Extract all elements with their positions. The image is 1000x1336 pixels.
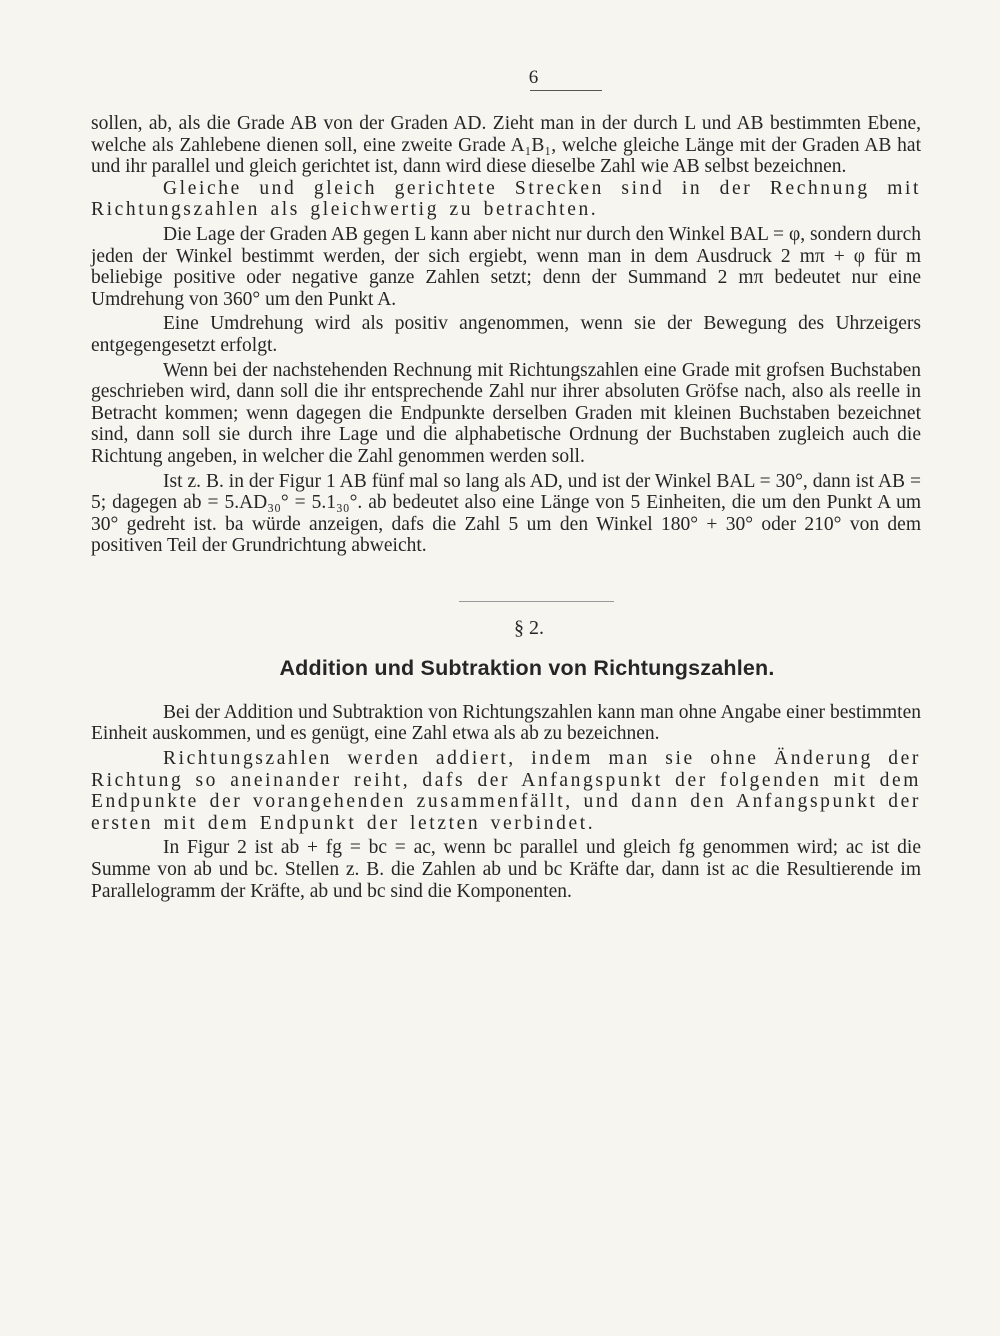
section-body [91,702,921,902]
section-divider [459,601,614,602]
page-number: 6 [528,67,539,88]
section-title: Addition und Subtraktion von Richtungszahlen. [279,655,775,680]
paragraph-angle-position: Die Lage der Graden AB gegen L kann aber nicht nur durch den Winkel BAL = φ, sondern durch jeden der Winkel bestimmt werden, der sich ergiebt, wenn man in dem Ausdruck 2 mπ + φ für m beliebige positive oder negative ganze Zahlen setzt; denn der Summand 2 mπ bedeutet nur eine Umdrehung von 360° um den Punkt A. [91,223,921,310]
paragraph-notation: Wenn bei der nachstehenden Rechnung mit Richtungszahlen eine Grade mit grofsen Buchstaben geschrieben wird, dann soll die ihr entsprechende Zahl nur ihrer absoluten Gröfse nach, also als reelle in Betracht kommen; wenn dagegen die Endpunkte derselben Graden mit kleinen Buchstaben bezeichnet sind, dann soll sie durch ihre Lage und die alphabetische Ordnung der Buchstaben zugleich auch die Richtung angeben, in welcher die Zahl genommen werden soll. [91,359,921,467]
document-page [91,66,921,902]
paragraph-figure-2: In Figur 2 ist ab + fg = bc = ac, wenn bc parallel und gleich fg genommen wird; ac ist die Summe von ab und bc. Stellen z. B. die Zahlen ab und bc Kräfte dar, dann ist ac die Resultierende im Parallelogramm der Kräfte, ab und bc sind die Komponenten. [91,837,921,902]
paragraph-addition-rule: Richtungszahlen werden addiert, indem man sie ohne Änderung der Richtung so aneinander reiht, dafs der Anfangspunkt der folgenden mit dem Endpunkte der vorangehenden zusammenfällt, und dann den Anfangspunkt der ersten mit dem Endpunkt der letzten verbindet. [91,748,921,834]
page-number-rule [530,90,602,91]
paragraph-example: Ist z. B. in der Figur 1 AB fünf mal so lang als AD, und ist der Winkel BAL = 30°, dann ist AB = 5; dagegen ab = 5.AD₃₀° = 5.1₃₀°. ab bedeutet also eine Länge von 5 Einheiten, die um den Punkt A um 30° gedreht ist. ba würde anzeigen, dafs die Zahl 5 um den Winkel 180° + 30° oder 210° von dem positiven Teil der Grundrichtung abweicht. [91,470,921,557]
paragraph-rotation: Eine Umdrehung wird als positiv angenommen, wenn sie der Bewegung des Uhrzeigers entgegengesetzt erfolgt. [91,313,921,356]
paragraph-continuation: sollen, ab, als die Grade AB von der Graden AD. Zieht man in der durch L und AB bestimmten Ebene, welche als Zahlebene dienen soll, eine zweite Grade A₁B₁, welche gleiche Länge mit der Graden AB hat und ihr parallel und gleich gerichtet ist, dann wird diese dieselbe Zahl wie AB selbst bezeichnen. [91,113,921,178]
section-number: § 2. [514,616,544,639]
paragraph-addition-intro: Bei der Addition und Subtraktion von Richtungszahlen kann man ohne Angabe einer bestimmten Einheit auskommen, und es genügt, eine Zahl etwa als ab zu bezeichnen. [91,701,921,745]
paragraph-rule-equivalence: Gleiche und gleich gerichtete Strecken sind in der Rechnung mit Richtungszahlen als gleichwertig zu betrachten. [91,177,921,221]
